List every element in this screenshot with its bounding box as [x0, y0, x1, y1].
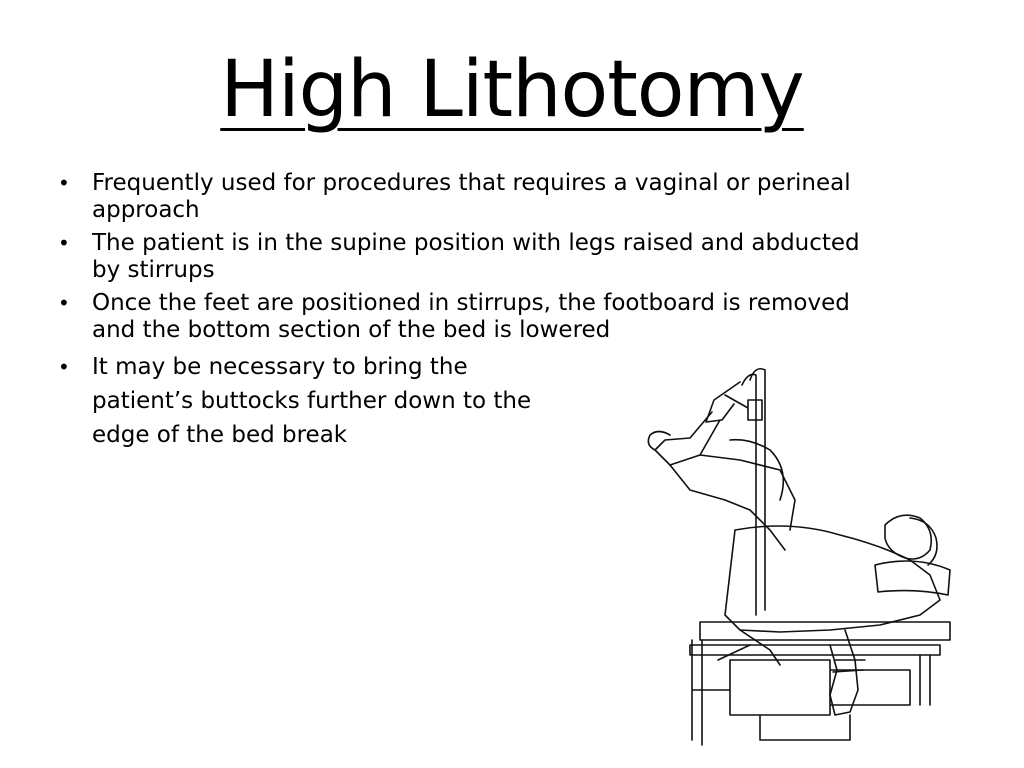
bullet-text-line: edge of the bed break [92, 422, 348, 448]
stirrup-hook [706, 382, 740, 422]
table-pedestal [760, 715, 850, 740]
bullet-text: The patient is in the supine position with legs raised and abducted by stirrups [92, 230, 860, 283]
bullet-text: Frequently used for procedures that requires a vaginal or perineal approach [92, 170, 851, 223]
torso-drape [725, 526, 940, 632]
operating-table-base [730, 660, 910, 715]
bullet-dot: • [58, 171, 70, 195]
pillow [875, 561, 950, 595]
bullet-text: Once the feet are positioned in stirrups, the footboard is removed and the bottom section of the bed is lowered [92, 290, 850, 343]
bullet-item [56, 170, 876, 224]
slide-title [0, 40, 1024, 140]
slide-title-text: High Lithotomy [220, 45, 804, 135]
patient-hair [910, 518, 937, 565]
bullet-text-line: It may be necessary to bring the [92, 354, 468, 380]
patient-on-table-drawing [630, 360, 960, 760]
table-leg-right [920, 655, 930, 705]
bullet-item [56, 230, 876, 284]
bullet-text-line: patient’s buttocks further down to the [92, 388, 532, 414]
operating-table-rail [690, 645, 940, 655]
bullet-dot: • [58, 291, 70, 315]
lithotomy-illustration [630, 360, 960, 760]
foot [648, 432, 670, 451]
bullet-item [56, 290, 876, 344]
bullet-dot: • [58, 355, 70, 379]
bullet-dot: • [58, 231, 70, 255]
raised-leg-lower [670, 455, 795, 550]
